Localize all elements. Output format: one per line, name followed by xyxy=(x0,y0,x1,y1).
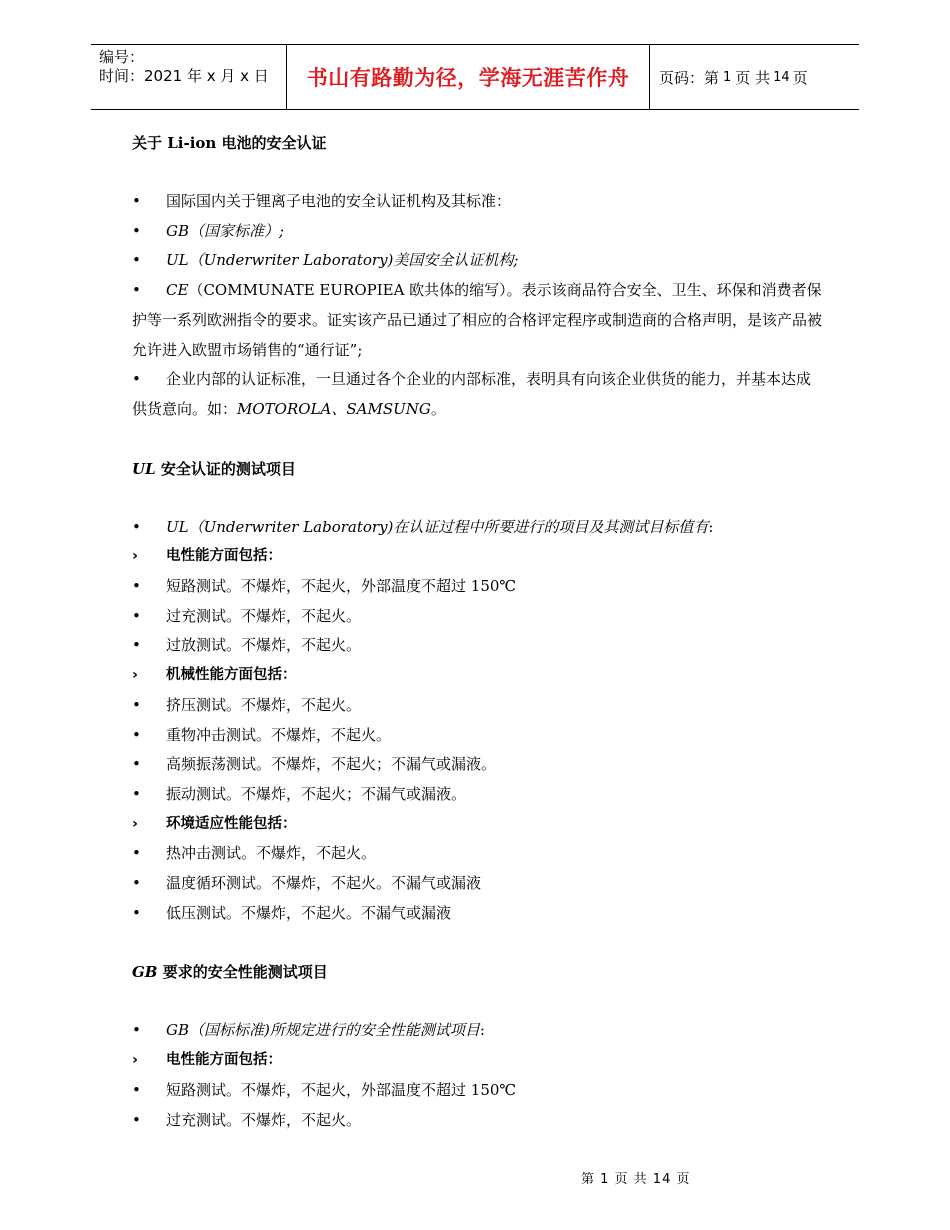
section-title-ul: UL 安全认证的测试项目 xyxy=(132,459,296,478)
page-suffix: 页 xyxy=(792,68,808,87)
list-item: • GB（国标标准)所规定进行的安全性能测试项目: xyxy=(132,1016,822,1046)
list-item: • UL（Underwriter Laboratory)在认证过程中所要进行的项目及其测试目标值有: xyxy=(132,513,822,543)
list-item: • GB（国家标准）; xyxy=(132,217,822,247)
ce-lead: CE xyxy=(166,281,189,300)
section-title-gb: GB 要求的安全性能测试项目 xyxy=(132,963,328,982)
header-motto-cell xyxy=(287,45,650,109)
page-number: 1 xyxy=(723,69,732,85)
document-time: 时间：2021 年 x 月 x 日 xyxy=(99,67,269,85)
list-item: • 过充测试。不爆炸，不起火。 xyxy=(132,602,822,632)
ce-text: （COMMUNATE EUROPIEA 欧共体的缩写）。表示该商品符合安全、卫生、环保和消费者保护等一系列欧洲指令的要求。证实该产品已通过了相应的合格评定程序或制造商的合格声明，是该产品被允许进入欧盟市场销售的“通行证”; xyxy=(132,281,823,359)
section-title-li-ion: 关于 Li-ion 电池的安全认证 xyxy=(132,134,327,152)
category-label: › 电性能方面包括： xyxy=(132,542,822,572)
list-item: • 高频振荡测试。不爆炸，不起火；不漏气或漏液。 xyxy=(132,750,822,780)
document-number-label: 编号： xyxy=(99,48,145,66)
list-item: • 短路测试。不爆炸，不起火，外部温度不超过 150℃ xyxy=(132,572,822,602)
enterprise-text: 企业内部的认证标准，一旦通过各个企业的内部标准，表明具有向该企业供货的能力，并基本达成供货意向。如： xyxy=(132,370,812,418)
list-item: • 国际国内关于锂离子电池的安全认证机构及其标准： xyxy=(132,187,822,217)
list-item: • UL（Underwriter Laboratory)美国安全认证机构; xyxy=(132,246,822,276)
category-label: › 电性能方面包括： xyxy=(132,1046,822,1076)
document-body xyxy=(132,128,822,1135)
page-mid: 页 共 xyxy=(735,68,771,87)
list-item: • 过充测试。不爆炸，不起火。 xyxy=(132,1106,822,1136)
list-item: • 重物冲击测试。不爆炸，不起火。 xyxy=(132,721,822,751)
category-label: › 环境适应性能包括： xyxy=(132,810,822,840)
ce-paragraph: • CE（COMMUNATE EUROPIEA 欧共体的缩写）。表示该商品符合安全、卫生、环保和消费者保护等一系列欧洲指令的要求。证实该产品已通过了相应的合格评定程序或制造商的合格声明，是该产品被允许进入欧盟市场销售的“通行证”; xyxy=(132,281,823,359)
header-motto: 书山有路勤为径，学海无涯苦作舟 xyxy=(306,66,630,90)
page-header xyxy=(91,44,859,110)
page-total: 14 xyxy=(773,69,790,85)
list-item: • 过放测试。不爆炸，不起火。 xyxy=(132,631,822,661)
page-footer: 第 1 页 共 14 页 xyxy=(581,1172,691,1187)
enterprise-brands: MOTOROLA、SAMSUNG xyxy=(237,399,431,418)
enterprise-paragraph: • 企业内部的认证标准，一旦通过各个企业的内部标准，表明具有向该企业供货的能力，并基本达成供货意向。如：MOTOROLA、SAMSUNG。 xyxy=(132,370,812,418)
list-item: • 挤压测试。不爆炸，不起火。 xyxy=(132,691,822,721)
page-prefix: 页码：第 xyxy=(659,68,720,87)
header-page-info xyxy=(650,45,859,109)
header-meta xyxy=(91,45,287,109)
list-item: • 低压测试。不爆炸，不起火。不漏气或漏液 xyxy=(132,899,822,929)
list-item: • 热冲击测试。不爆炸，不起火。 xyxy=(132,839,822,869)
list-item: • 短路测试。不爆炸，不起火，外部温度不超过 150℃ xyxy=(132,1076,822,1106)
list-item: • 振动测试。不爆炸，不起火；不漏气或漏液。 xyxy=(132,780,822,810)
list-item: • 温度循环测试。不爆炸，不起火。不漏气或漏液 xyxy=(132,869,822,899)
category-label: › 机械性能方面包括： xyxy=(132,661,822,691)
